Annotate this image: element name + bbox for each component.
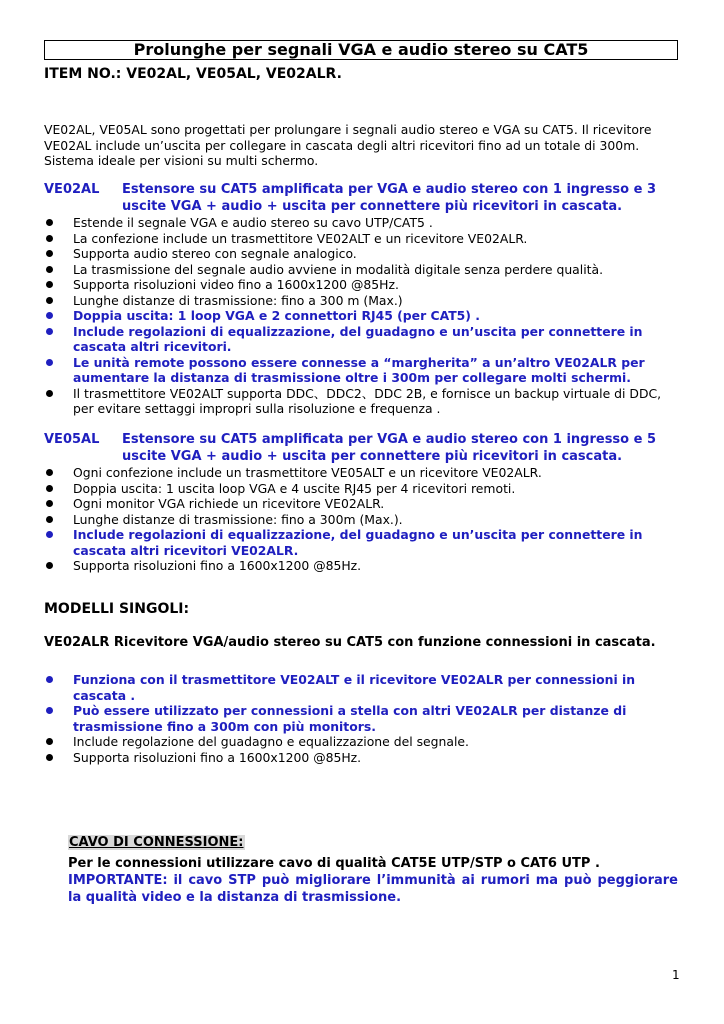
bullet-icon <box>46 281 53 288</box>
bullet-icon <box>46 676 53 683</box>
list-item: Supporta risoluzioni video fino a 1600x1200 @85Hz. <box>44 277 684 293</box>
list-item: Ogni confezione include un trasmettitore VE05ALT e un ricevitore VE02ALR. <box>44 465 684 481</box>
bullet-icon <box>46 754 53 761</box>
ve05al-heading-text: Estensore su CAT5 amplificata per VGA e audio stereo con 1 ingresso e 5 uscite VGA + audio + uscita per connettere più ricevitori in cascata. <box>122 432 657 464</box>
cavo-important-note: IMPORTANTE: il cavo STP può migliorare l’immunità ai rumori ma può peggiorare la qualità video e la distanza di trasmissione. <box>68 873 678 905</box>
bullet-icon <box>46 312 53 319</box>
ve02al-heading <box>44 181 684 215</box>
bullet-icon <box>46 250 53 257</box>
bullet-icon <box>46 235 53 242</box>
bullet-icon <box>46 328 53 335</box>
intro-paragraph: VE02AL, VE05AL sono progettati per prolungare i segnali audio stereo e VGA su CAT5. Il ricevitore VE02AL include un’uscita per collegare in cascata degli altri ricevitori fino ad un totale di 300m. Sistema ideale per visioni su multi schermo. <box>44 122 652 168</box>
cavo-body <box>68 855 678 906</box>
list-item: Doppia uscita: 1 loop VGA e 2 connettori RJ45 (per CAT5) . <box>44 308 684 324</box>
bullet-icon <box>46 469 53 476</box>
list-item: Può essere utilizzato per connessioni a stella con altri VE02ALR per distanze di trasmissione fino a 300m con più monitors. <box>44 703 684 734</box>
bullet-icon <box>46 531 53 538</box>
ve05al-section <box>44 431 684 574</box>
list-item: La trasmissione del segnale audio avviene in modalità digitale senza perdere qualità. <box>44 262 684 278</box>
list-item: Lunghe distanze di trasmissione: fino a 300 m (Max.) <box>44 293 684 309</box>
list-item: Estende il segnale VGA e audio stereo su cavo UTP/CAT5 . <box>44 215 684 231</box>
list-item: Ogni monitor VGA richiede un ricevitore VE02ALR. <box>44 496 684 512</box>
list-item: Include regolazione del guadagno e equalizzazione del segnale. <box>44 734 684 750</box>
list-item: Doppia uscita: 1 uscita loop VGA e 4 uscite RJ45 per 4 ricevitori remoti. <box>44 481 684 497</box>
bullet-icon <box>46 219 53 226</box>
bullet-icon <box>46 359 53 366</box>
ve02al-code: VE02AL <box>44 182 100 197</box>
ve05al-heading <box>44 431 684 465</box>
list-item: Supporta risoluzioni fino a 1600x1200 @85Hz. <box>44 750 684 766</box>
list-item: Supporta audio stereo con segnale analogico. <box>44 246 684 262</box>
bullet-icon <box>46 297 53 304</box>
bullet-icon <box>46 707 53 714</box>
page-number: 1 <box>672 968 680 982</box>
ve02al-bullet-list <box>44 215 684 417</box>
list-item: Include regolazioni di equalizzazione, del guadagno e un’uscita per connettere in cascata altri ricevitori VE02ALR. <box>44 527 684 558</box>
bullet-icon <box>46 516 53 523</box>
page-title: Prolunghe per segnali VGA e audio stereo su CAT5 <box>44 40 678 60</box>
bullet-icon <box>46 266 53 273</box>
ve02al-section <box>44 181 684 417</box>
bullet-icon <box>46 738 53 745</box>
bullet-icon <box>46 485 53 492</box>
ve02alr-heading: VE02ALR Ricevitore VGA/audio stereo su CAT5 con funzione connessioni in cascata. <box>44 635 656 650</box>
bullet-icon <box>46 562 53 569</box>
item-number: ITEM NO.: VE02AL, VE05AL, VE02ALR. <box>44 66 342 82</box>
list-item: Funziona con il trasmettitore VE02ALT e il ricevitore VE02ALR per connessioni in cascata . <box>44 672 684 703</box>
ve05al-bullet-list <box>44 465 684 574</box>
list-item: Supporta risoluzioni fino a 1600x1200 @85Hz. <box>44 558 684 574</box>
ve02alr-section <box>44 672 684 765</box>
cavo-heading: CAVO DI CONNESSIONE: <box>69 835 244 850</box>
list-item: Include regolazioni di equalizzazione, del guadagno e un’uscita per connettere in cascata altri ricevitori. <box>44 324 684 355</box>
ve05al-code: VE05AL <box>44 432 100 447</box>
ve02alr-bullet-list <box>44 672 684 765</box>
list-item: Le unità remote possono essere connesse a “margherita” a un’altro VE02ALR per aumentare la distanza di trasmissione oltre i 300m per collegare molti schermi. <box>44 355 684 386</box>
cavo-line: Per le connessioni utilizzare cavo di qualità CAT5E UTP/STP o CAT6 UTP . <box>68 856 600 871</box>
list-item: La confezione include un trasmettitore VE02ALT e un ricevitore VE02ALR. <box>44 231 684 247</box>
modelli-singoli-heading: MODELLI SINGOLI: <box>44 601 190 617</box>
bullet-icon <box>46 390 53 397</box>
bullet-icon <box>46 500 53 507</box>
ve02al-heading-text: Estensore su CAT5 amplificata per VGA e audio stereo con 1 ingresso e 3 uscite VGA + audio + uscita per connettere più ricevitori in cascata. <box>122 182 657 214</box>
list-item: Lunghe distanze di trasmissione: fino a 300m (Max.). <box>44 512 684 528</box>
list-item: Il trasmettitore VE02ALT supporta DDC、DDC2、DDC 2B, e fornisce un backup virtuale di DDC, per evitare settaggi impropri sulla risoluzione e frequenza . <box>44 386 684 417</box>
